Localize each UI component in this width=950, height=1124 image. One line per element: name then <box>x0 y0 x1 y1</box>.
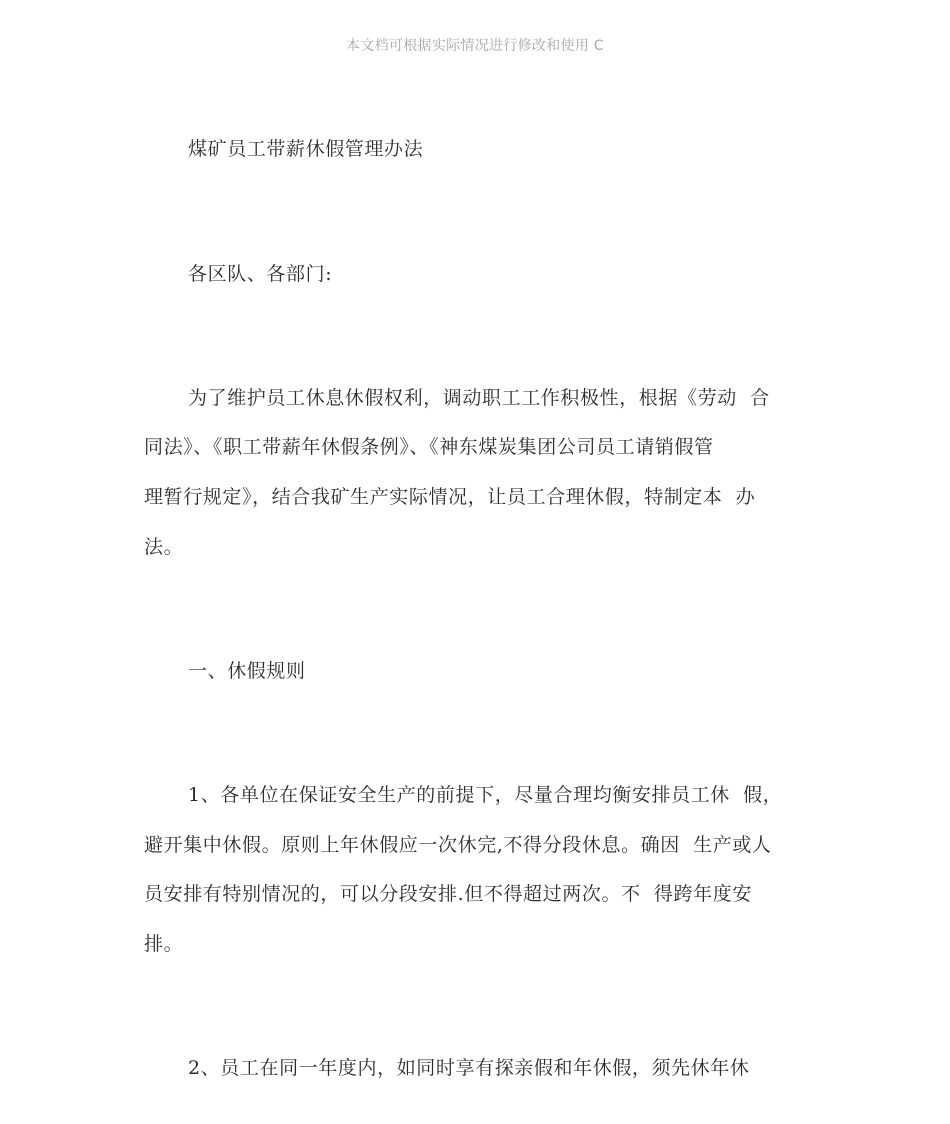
rule-1-line: 1、各单位在保证安全生产的前提下，尽量合理均衡安排员工休 假， <box>188 784 783 806</box>
rule-1-line: 避开集中休假。原则上年休假应一次休完,不得分段休息。确因 生产或人 <box>144 834 772 856</box>
rule-1-line: 员安排有特别情况的，可以分段安排.但不得超过两次。不 得跨年度安 <box>144 883 752 905</box>
salutation: 各区队、各部门: <box>188 263 333 285</box>
page-header-note: 本文档可根据实际情况进行修改和使用 C <box>346 38 604 54</box>
intro-line: 法。 <box>144 536 184 558</box>
intro-line: 为了维护员工休息休假权利，调动职工工作积极性，根据《劳动 合 <box>188 387 770 409</box>
intro-line: 同法》、《职工带薪年休假条例》、《神东煤炭集团公司员工请销假管 <box>144 436 714 458</box>
rule-2-line: 2、员工在同一年度内，如同时享有探亲假和年休假，须先休年休 <box>188 1057 750 1079</box>
rule-1-line: 排。 <box>144 933 184 955</box>
document-title: 煤矿员工带薪休假管理办法 <box>188 138 424 160</box>
intro-line: 理暂行规定》，结合我矿生产实际情况，让员工合理休假，特制定本 办 <box>144 486 756 508</box>
section-heading: 一、休假规则 <box>188 660 306 682</box>
